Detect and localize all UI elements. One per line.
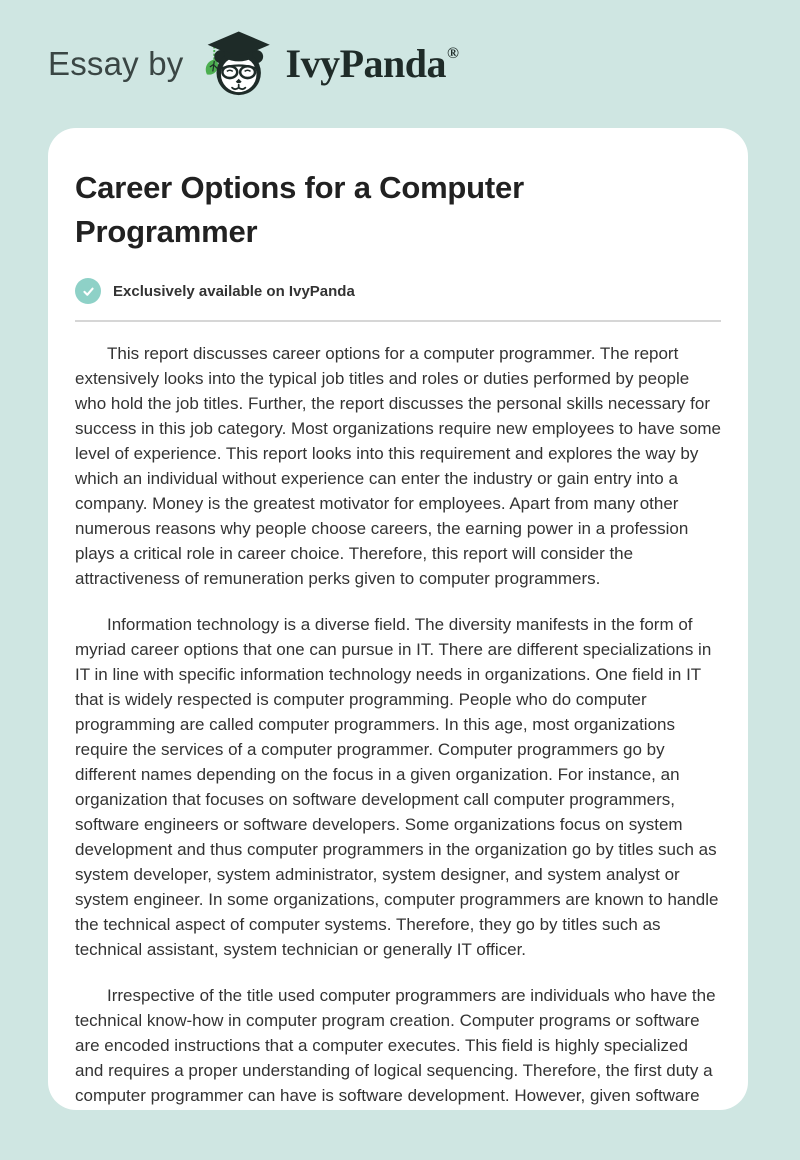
exclusive-badge-label: Exclusively available on IvyPanda <box>113 282 355 300</box>
essay-paragraph: This report discusses career options for a computer programmer. The report extensively looks into the typical job titles and roles or duties performed by people who hold the job titles. Further, the report discusses the personal skills necessary for success in this job category. Most organizations require new employees to have some level of experience. This report looks into this requirement and explores the way by which an individual without experience can enter the industry or gain entry into a company. Money is the greatest motivator for employees. Apart from many other numerous reasons why people choose careers, the earning power in a profession plays a critical role in career choice. Therefore, this report will consider the attractiveness of remuneration perks given to computer programmers. <box>75 344 722 588</box>
essay-title: Career Options for a Computer Programmer <box>75 170 524 249</box>
brand-name: IvyPanda <box>285 41 446 86</box>
essay-by-label: Essay by <box>48 45 184 82</box>
page-header <box>0 0 800 128</box>
panda-graduate-icon <box>198 27 272 101</box>
essay-paragraph: Information technology is a diverse field. The diversity manifests in the form of myriad career options that one can pursue in IT. There are different specializations in IT in line with specific information technology needs in organizations. One field in IT that is widely respected is computer programming. People who do computer programming are called computer programmers. In this age, most organizations require the services of a computer programmer. Computer programmers go by different names depending on the focus in a given organization. For instance, an organization that focuses on software development call computer programmers, software engineers or software developers. Some organizations focus on system development and thus computer programmers in the organization go by titles such as system developer, system administrator, system designer, and system analyst or system engineer. In some organizations, computer programmers are known to handle the technical aspect of computer systems. Therefore, they go by titles such as technical assistant, system technician or generally IT officer. <box>75 615 719 959</box>
brand-wordmark <box>285 41 459 86</box>
checkmark-icon <box>75 278 101 304</box>
essay-body <box>75 341 721 1108</box>
essay-paragraph: Irrespective of the title used computer programmers are individuals who have the technical know-how in computer program creation. Computer programs or software are encoded instructions that a computer executes. This field is highly specialized and requires a proper understanding of logical sequencing. Therefore, the first duty a computer programmer can have is software development. However, given software <box>75 986 716 1105</box>
exclusive-badge <box>75 278 721 304</box>
divider <box>75 320 721 322</box>
essay-card <box>48 128 748 1110</box>
registered-mark: ® <box>447 45 459 62</box>
